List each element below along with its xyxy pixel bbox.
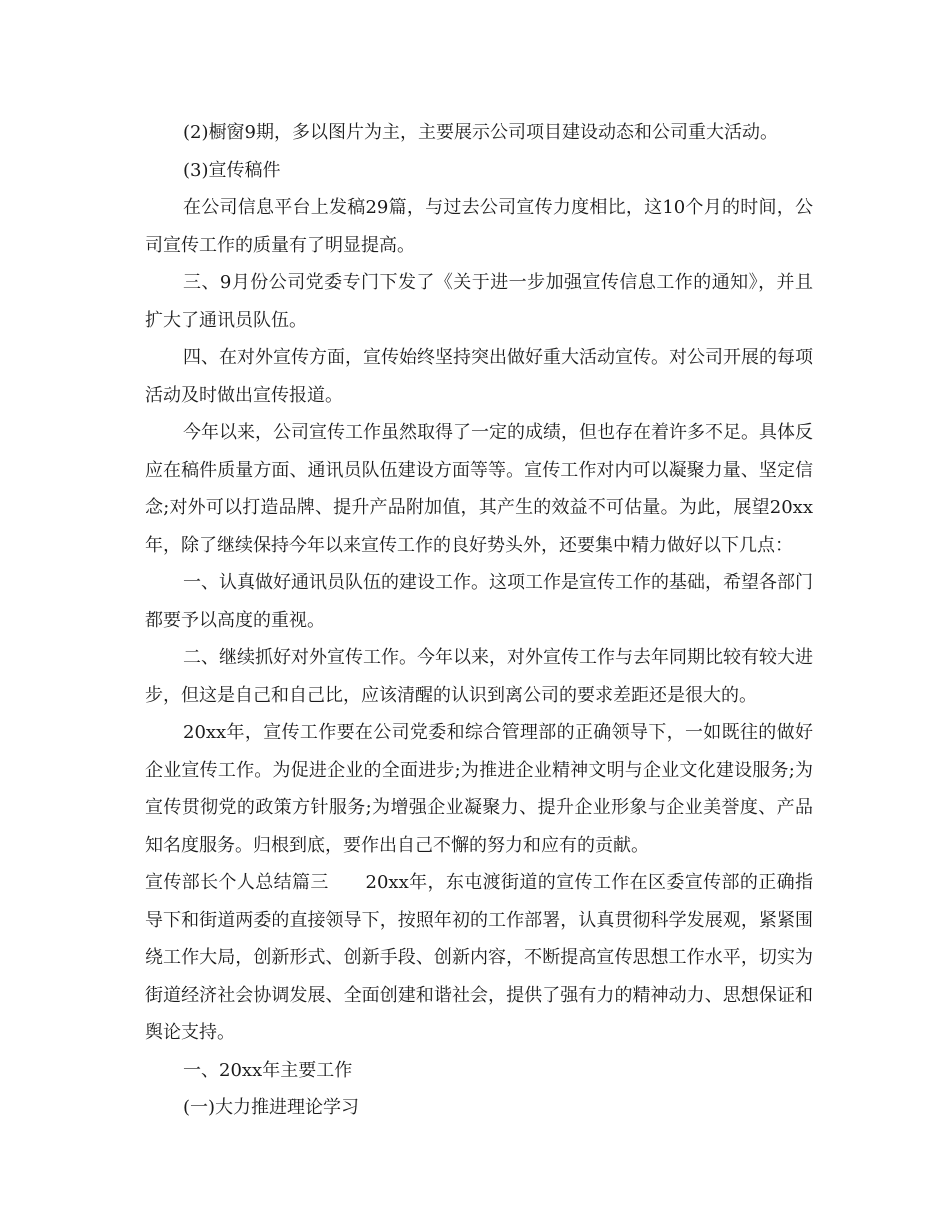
paragraph-shortcomings: 今年以来，公司宣传工作虽然取得了一定的成绩，但也存在着许多不足。具体反应在稿件质量方面、通讯员队伍建设方面等等。宣传工作对内可以凝聚力量、坚定信念;对外可以打造品牌、提升产品附加值，其产生的效益不可估量。为此，展望20xx年，除了继续保持今年以来宣传工作的良好势头外，还要集中精力做好以下几点： bbox=[145, 422, 813, 556]
paragraph-september-notice: 三、9月份公司党委专门下发了《关于进一步加强宣传信息工作的通知》，并且扩大了通讯员队伍。 bbox=[145, 272, 813, 331]
paragraph-summary-part-three: 宣传部长个人总结篇三 20xx年，东屯渡街道的宣传工作在区委宣传部的正确指导下和街道两委的直接领导下，按照年初的工作部署，认真贯彻科学发展观，紧紧围绕工作大局，创新形式、创新手段、创新内容，不断提高宣传思想工作水平，切实为街道经济社会协调发展、全面创建和谐社会，提供了强有力的精神动力、思想保证和舆论支持。 bbox=[145, 872, 813, 1043]
document-body bbox=[145, 114, 813, 1127]
paragraph-external-publicity: 四、在对外宣传方面，宣传始终坚持突出做好重大活动宣传。对公司开展的每项活动及时做出宣传报道。 bbox=[145, 347, 813, 406]
paragraph-next-year-plan: 20xx年，宣传工作要在公司党委和综合管理部的正确领导下，一如既往的做好企业宣传工作。为促进企业的全面进步;为推进企业精神文明与企业文化建设服务;为宣传贯彻党的政策方针服务;为增强企业凝聚力、提升企业形象与企业美誉度、产品知名度服务。归根到底，要作出自己不懈的努力和应有的贡献。 bbox=[145, 722, 813, 856]
paragraph-window-display: (2)橱窗9期，多以图片为主，主要展示公司项目建设动态和公司重大活动。 bbox=[183, 122, 778, 143]
paragraph-publicity-manuscripts-heading: (3)宣传稿件 bbox=[183, 159, 281, 181]
paragraph-platform-articles: 在公司信息平台上发稿29篇，与过去公司宣传力度相比，这10个月的时间，公司宣传工作的质量有了明显提高。 bbox=[145, 197, 813, 256]
section-heading-main-work: 一、20xx年主要工作 bbox=[183, 1059, 353, 1081]
paragraph-external-work: 二、继续抓好对外宣传工作。今年以来，对外宣传工作与去年同期比较有较大进步，但这是自己和自己比，应该清醒的认识到离公司的要求差距还是很大的。 bbox=[145, 647, 813, 706]
subsection-heading-theory-study: (一)大力推进理论学习 bbox=[183, 1097, 360, 1118]
paragraph-correspondent-team: 一、认真做好通讯员队伍的建设工作。这项工作是宣传工作的基础，希望各部门都要予以高度的重视。 bbox=[145, 572, 813, 631]
